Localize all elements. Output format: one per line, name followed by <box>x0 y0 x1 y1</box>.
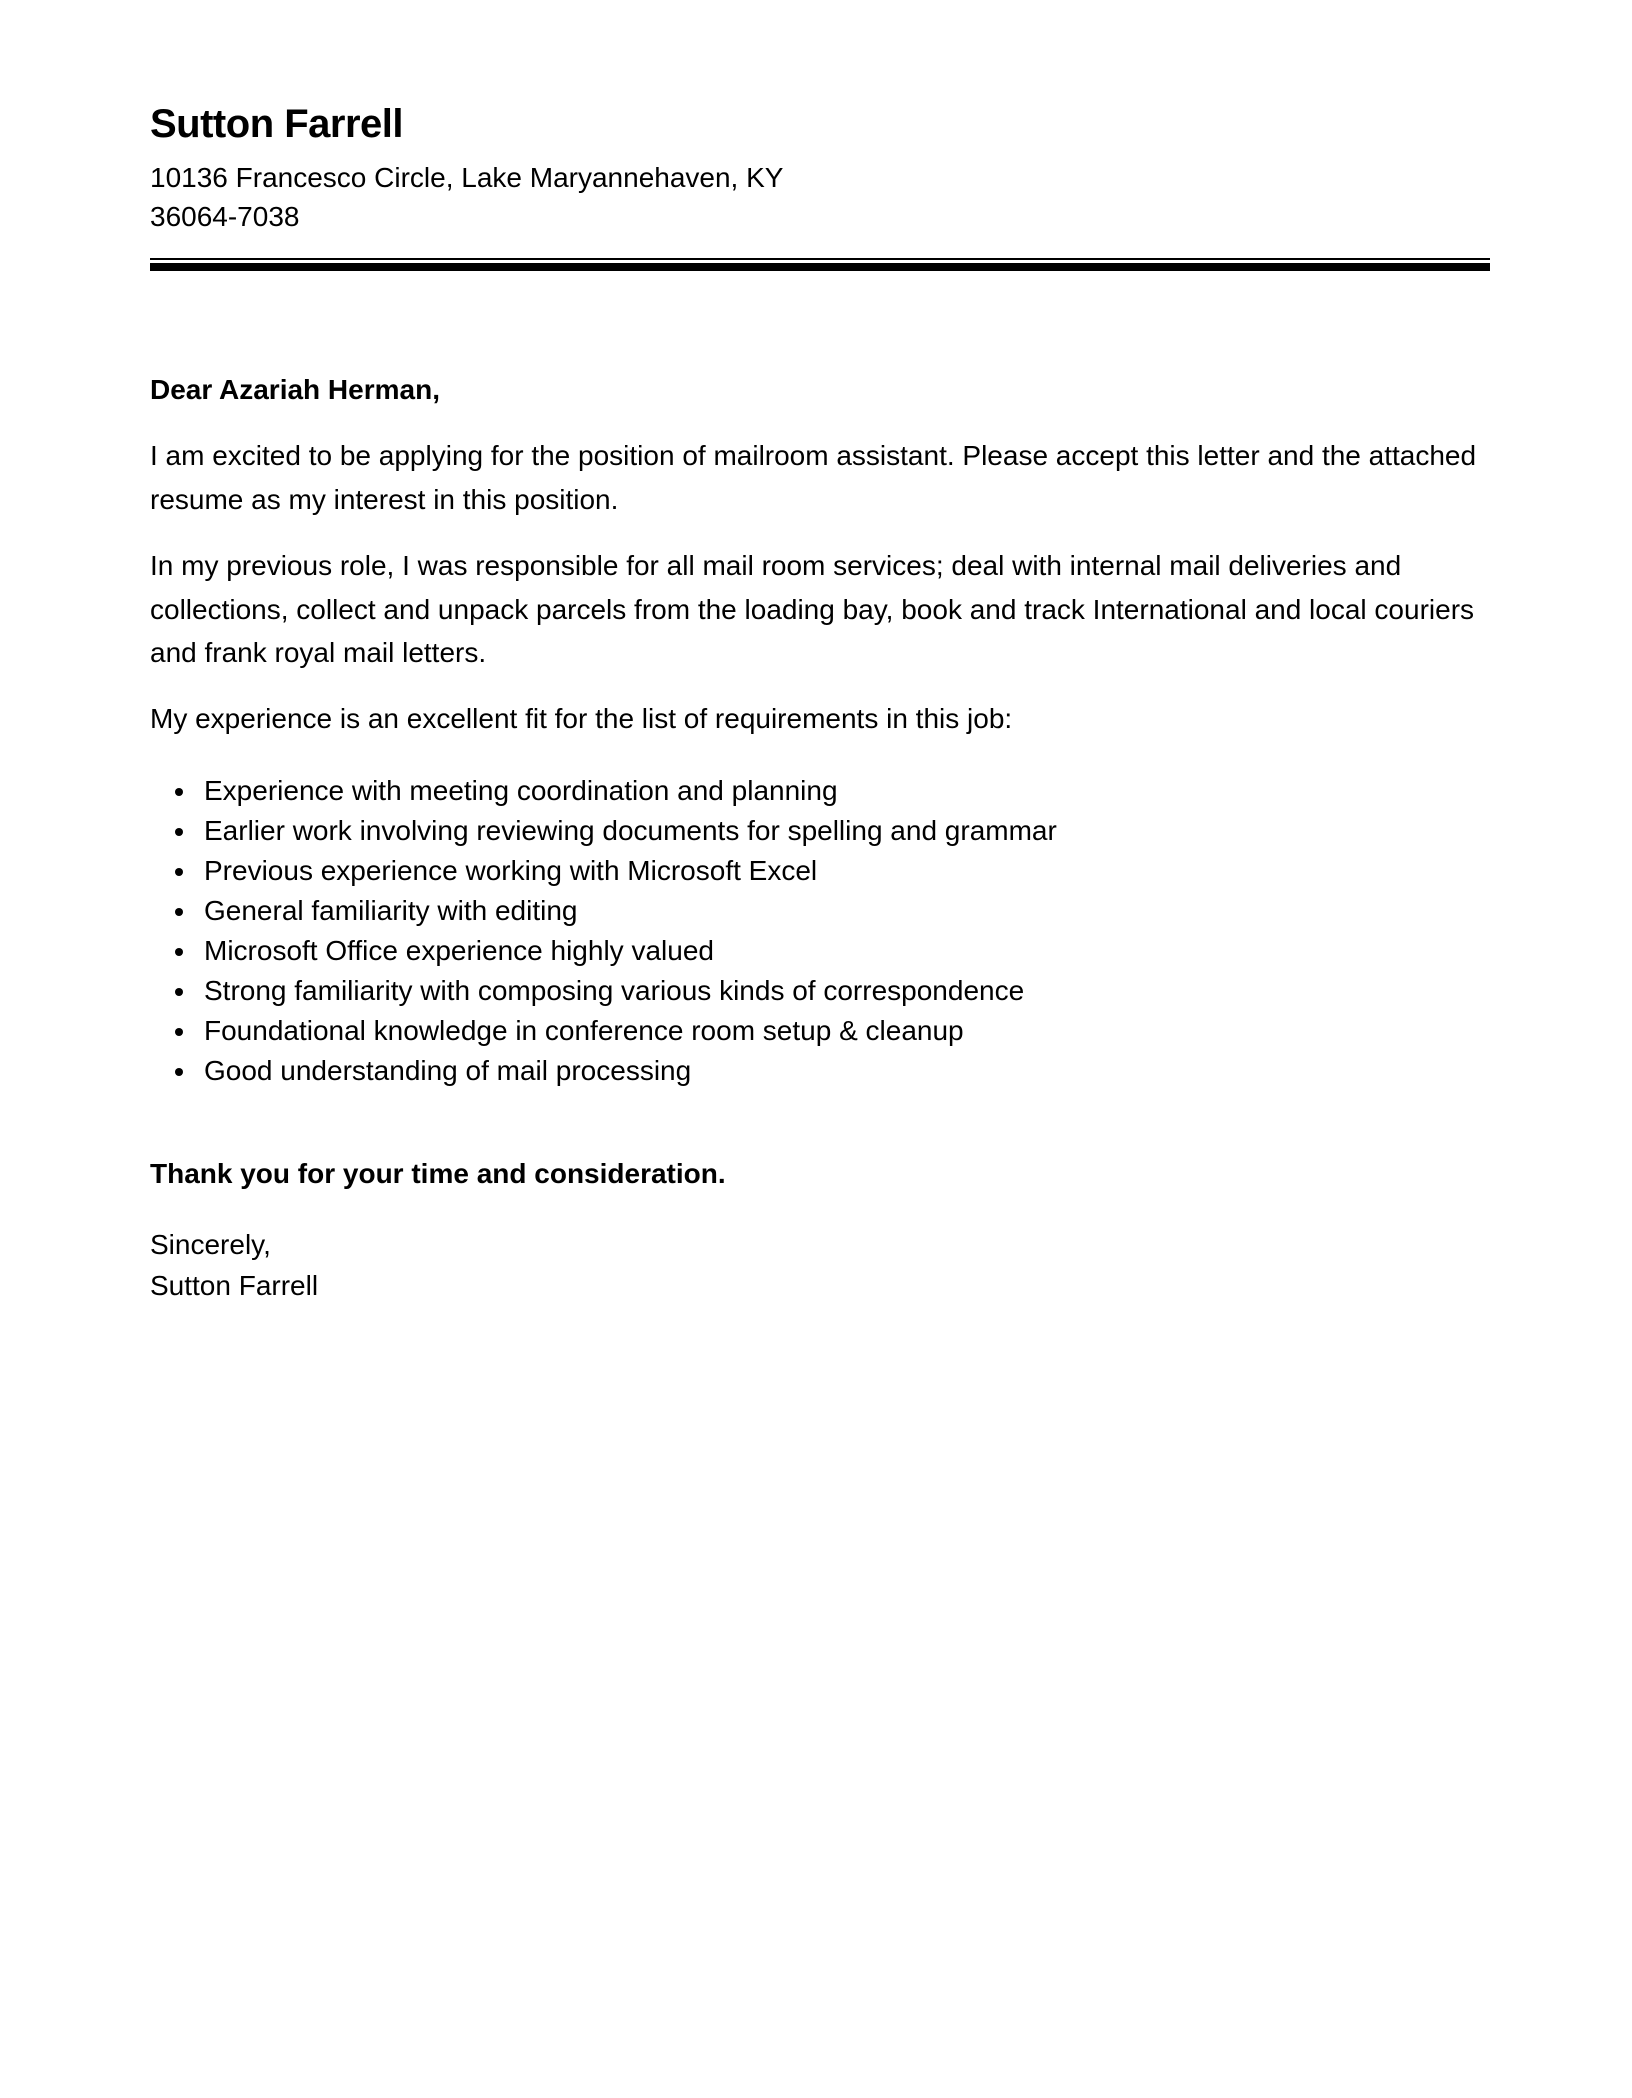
header-divider <box>150 258 1490 271</box>
requirement-item: • Good understanding of mail processing <box>198 1051 1490 1091</box>
requirements-list <box>150 771 1490 1091</box>
requirement-item: • Foundational knowledge in conference room setup & cleanup <box>198 1011 1490 1051</box>
requirement-item: • Strong familiarity with composing various kinds of correspondence <box>198 971 1490 1011</box>
sign-off-block <box>150 1225 1490 1306</box>
requirement-item: • Previous experience working with Microsoft Excel <box>198 851 1490 891</box>
letter-header <box>150 100 1490 271</box>
previous-role-paragraph: In my previous role, I was responsible for all mail room services; deal with internal mail deliveries and collections, collect and unpack parcels from the loading bay, book and track International and local couriers and frank royal mail letters. <box>150 550 1475 668</box>
requirement-item: • Experience with meeting coordination and planning <box>198 771 1490 811</box>
intro-paragraph: I am excited to be applying for the position of mailroom assistant. Please accept this letter and the attached resume as my interest in this position. <box>150 440 1477 515</box>
sender-name: Sutton Farrell <box>150 102 404 146</box>
sign-off: Sincerely, <box>150 1228 271 1260</box>
requirement-item: • General familiarity with editing <box>198 891 1490 931</box>
experience-fit-paragraph: My experience is an excellent fit for the list of requirements in this job: <box>150 703 1013 735</box>
signature-name: Sutton Farrell <box>150 1269 319 1301</box>
salutation: Dear Azariah Herman, <box>150 374 440 406</box>
sender-address-line1: 10136 Francesco Circle, Lake Maryannehaven, KY <box>150 162 784 193</box>
requirement-item: • Microsoft Office experience highly valued <box>198 931 1490 971</box>
closing-thanks: Thank you for your time and consideration. <box>150 1157 726 1189</box>
letter-body <box>150 369 1490 1306</box>
sender-address <box>150 158 1490 236</box>
requirement-item: • Earlier work involving reviewing documents for spelling and grammar <box>198 811 1490 851</box>
sender-address-line2: 36064-7038 <box>150 201 300 233</box>
